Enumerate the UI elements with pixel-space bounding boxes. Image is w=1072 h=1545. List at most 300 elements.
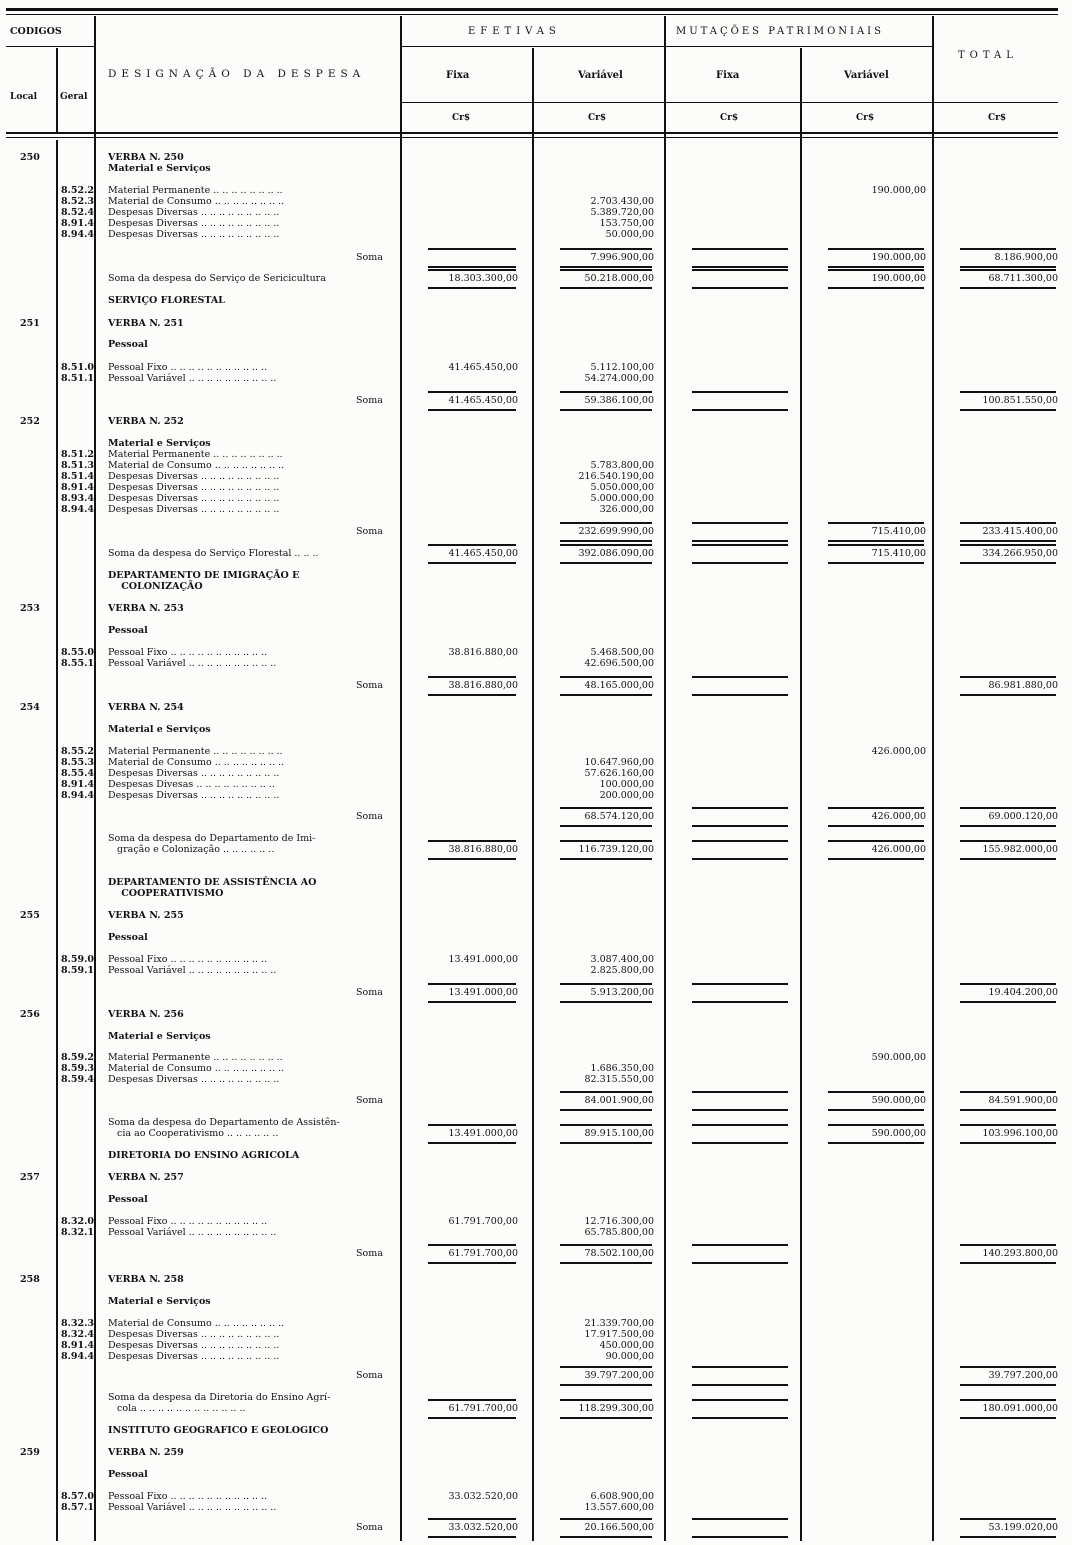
sum-rule bbox=[828, 562, 924, 564]
efetivas-fixa-header: Fixa bbox=[446, 70, 470, 81]
item-label: Despesas Diversas .. .. .. .. .. .. .. .. .. bbox=[108, 493, 280, 504]
item-label: Despesas Diversas .. .. .. .. .. .. .. .. .. bbox=[108, 1074, 280, 1085]
sum-rule bbox=[828, 807, 924, 809]
sum-rule bbox=[560, 391, 652, 393]
verba-local-code: 256 bbox=[20, 1009, 40, 1020]
item-label: Despesas Diversas .. .. .. .. .. .. .. .. .. bbox=[108, 504, 280, 515]
sum-rule bbox=[960, 1262, 1056, 1264]
sum-rule bbox=[560, 983, 652, 985]
amount-efv: 118.299.300,00 bbox=[578, 1403, 654, 1414]
currency-efx: Cr$ bbox=[452, 113, 471, 123]
amount-efv: 90.000,00 bbox=[605, 1351, 654, 1362]
sum-rule bbox=[828, 858, 924, 860]
soma-label: Soma bbox=[356, 252, 383, 263]
amount-efx: 41.465.450,00 bbox=[448, 362, 518, 373]
sum-rule bbox=[692, 1417, 788, 1419]
item-label: Despesas Diversas .. .. .. .. .. .. .. .. .. bbox=[108, 229, 280, 240]
section-heading: Pessoal bbox=[108, 1469, 148, 1480]
sum-rule bbox=[692, 840, 788, 842]
verba-local-code: 253 bbox=[20, 603, 40, 614]
amount-tot: 68.711.300,00 bbox=[988, 273, 1058, 284]
section-heading: Pessoal bbox=[108, 625, 148, 636]
sum-rule bbox=[560, 1518, 652, 1520]
sum-rule bbox=[960, 540, 1056, 542]
amount-mvr: 426.000,00 bbox=[871, 746, 926, 757]
amount-efx: 61.791.700,00 bbox=[448, 1216, 518, 1227]
soma-label: Soma bbox=[356, 811, 383, 822]
amount-tot: 69.000.120,00 bbox=[988, 811, 1058, 822]
sum-rule bbox=[428, 1142, 516, 1144]
amount-mvr: 590.000,00 bbox=[871, 1095, 926, 1106]
amount-efx: 41.465.450,00 bbox=[448, 395, 518, 406]
amount-tot: 19.404.200,00 bbox=[988, 987, 1058, 998]
amount-efv: 48.165.000,00 bbox=[584, 680, 654, 691]
sum-rule bbox=[560, 1124, 652, 1126]
sum-rule bbox=[692, 391, 788, 393]
item-label: Despesas Divesas .. .. .. .. .. .. .. .. .. bbox=[108, 779, 275, 790]
sum-rule bbox=[428, 694, 516, 696]
section-heading: Pessoal bbox=[108, 1194, 148, 1205]
amount-efx: 38.816.880,00 bbox=[448, 680, 518, 691]
sum-rule bbox=[828, 1142, 924, 1144]
item-code: 8.55.0 bbox=[60, 647, 94, 658]
item-code: 8.55.1 bbox=[60, 658, 94, 669]
sum-rule bbox=[960, 858, 1056, 860]
item-label: Pessoal Fixo .. .. .. .. .. .. .. .. .. .. .. bbox=[108, 954, 268, 965]
item-code: 8.59.3 bbox=[60, 1063, 94, 1074]
amount-efv: 78.502.100,00 bbox=[584, 1248, 654, 1259]
sum-rule bbox=[692, 983, 788, 985]
sum-rule bbox=[828, 544, 924, 546]
sum-rule bbox=[692, 522, 788, 524]
sum-rule bbox=[960, 1366, 1056, 1368]
amount-efv: 89.915.100,00 bbox=[584, 1128, 654, 1139]
sum-rule bbox=[960, 544, 1056, 546]
item-label: Despesas Diversas .. .. .. .. .. .. .. .. .. bbox=[108, 218, 280, 229]
amount-efv: 200.000,00 bbox=[599, 790, 654, 801]
sum-rule bbox=[828, 287, 924, 289]
sum-rule bbox=[960, 1518, 1056, 1520]
sum-rule bbox=[560, 1109, 652, 1111]
amount-tot: 140.293.800,00 bbox=[982, 1248, 1058, 1259]
section-heading: COLONIZAÇÃO bbox=[108, 581, 203, 592]
sum-rule bbox=[692, 1399, 788, 1401]
sum-rule bbox=[960, 266, 1056, 268]
section-heading: VERBA N. 252 bbox=[108, 416, 184, 427]
amount-mvr: 715.410,00 bbox=[871, 548, 926, 559]
amount-efv: 3.087.400,00 bbox=[590, 954, 654, 965]
amount-efv: 65.785.800,00 bbox=[584, 1227, 654, 1238]
amount-efv: 100.000,00 bbox=[599, 779, 654, 790]
amount-tot: 233.415.400,00 bbox=[982, 526, 1058, 537]
row-label: Soma da despesa do Serviço Florestal .. .. .. bbox=[108, 548, 319, 559]
item-code: 8.32.3 bbox=[60, 1318, 94, 1329]
sum-rule bbox=[428, 269, 516, 271]
amount-efv: 1.686.350,00 bbox=[590, 1063, 654, 1074]
item-label: Despesas Diversas .. .. .. .. .. .. .. .. .. bbox=[108, 1351, 280, 1362]
sum-rule bbox=[428, 562, 516, 564]
sum-rule bbox=[960, 269, 1056, 271]
item-code: 8.55.3 bbox=[60, 757, 94, 768]
codigos-header: CODIGOS bbox=[10, 26, 62, 37]
sum-rule bbox=[560, 1091, 652, 1093]
verba-local-code: 258 bbox=[20, 1274, 40, 1285]
sum-rule bbox=[560, 248, 652, 250]
sum-rule bbox=[692, 562, 788, 564]
amount-efv: 10.647.960,00 bbox=[584, 757, 654, 768]
item-label: Material Permanente .. .. .. .. .. .. .. .. bbox=[108, 1052, 283, 1063]
amount-tot: 155.982.000,00 bbox=[982, 844, 1058, 855]
sum-rule bbox=[960, 1244, 1056, 1246]
sum-rule bbox=[692, 825, 788, 827]
item-code: 8.51.2 bbox=[60, 449, 94, 460]
soma-label: Soma bbox=[356, 395, 383, 406]
item-code: 8.94.4 bbox=[60, 504, 94, 515]
amount-efx: 13.491.000,00 bbox=[448, 954, 518, 965]
section-heading: Material e Serviços bbox=[108, 438, 211, 449]
efetivas-header: EFETIVAS bbox=[468, 26, 561, 37]
amount-mvr: 190.000,00 bbox=[871, 252, 926, 263]
sum-rule bbox=[560, 1001, 652, 1003]
geral-header: Geral bbox=[60, 92, 88, 102]
item-label: Material de Consumo .. .. .. .. .. .. .. .. bbox=[108, 196, 285, 207]
amount-efv: 5.913.200,00 bbox=[590, 987, 654, 998]
group-rule bbox=[400, 46, 932, 47]
item-label: Despesas Diversas .. .. .. .. .. .. .. .. .. bbox=[108, 471, 280, 482]
item-label: Pessoal Fixo .. .. .. .. .. .. .. .. .. .. .. bbox=[108, 362, 268, 373]
sum-rule bbox=[692, 807, 788, 809]
section-heading: Material e Serviços bbox=[108, 724, 211, 735]
amount-mvr: 190.000,00 bbox=[871, 273, 926, 284]
sum-rule bbox=[428, 1124, 516, 1126]
row-label: gração e Colonização .. .. .. .. .. .. bbox=[108, 844, 275, 855]
item-code: 8.32.4 bbox=[60, 1329, 94, 1340]
amount-tot: 334.266.950,00 bbox=[982, 548, 1058, 559]
sum-rule bbox=[560, 694, 652, 696]
amount-efv: 232.699.990,00 bbox=[578, 526, 654, 537]
sum-rule bbox=[692, 1091, 788, 1093]
amount-tot: 100.851.550,00 bbox=[982, 395, 1058, 406]
sum-rule bbox=[560, 1384, 652, 1386]
mutacoes-variavel-header: Variável bbox=[844, 70, 889, 81]
sum-rule bbox=[692, 269, 788, 271]
amount-efx: 61.791.700,00 bbox=[448, 1403, 518, 1414]
sum-rule bbox=[428, 409, 516, 411]
soma-label: Soma bbox=[356, 1095, 383, 1106]
sum-rule bbox=[692, 540, 788, 542]
section-heading: VERBA N. 256 bbox=[108, 1009, 184, 1020]
currency-rule bbox=[400, 102, 1058, 103]
amount-efv: 20.166.500,00 bbox=[584, 1522, 654, 1533]
item-label: Material de Consumo .. .. .. .. .. .. .. .. bbox=[108, 1318, 285, 1329]
top-rule bbox=[6, 8, 1058, 11]
item-label: Despesas Diversas .. .. .. .. .. .. .. .. .. bbox=[108, 768, 280, 779]
sum-rule bbox=[960, 807, 1056, 809]
sum-rule bbox=[428, 1536, 516, 1538]
sum-rule bbox=[560, 266, 652, 268]
amount-mvr: 426.000,00 bbox=[871, 811, 926, 822]
amount-mvr: 426.000,00 bbox=[871, 844, 926, 855]
item-label: Despesas Diversas .. .. .. .. .. .. .. .. .. bbox=[108, 1329, 280, 1340]
amount-efv: 68.574.120,00 bbox=[584, 811, 654, 822]
amount-efv: 326.000,00 bbox=[599, 504, 654, 515]
efetivas-variavel-header: Variável bbox=[578, 70, 623, 81]
verba-local-code: 251 bbox=[20, 318, 40, 329]
amount-efx: 13.491.000,00 bbox=[448, 987, 518, 998]
sum-rule bbox=[428, 287, 516, 289]
row-label: cola .. .. .. .. .. .. .. .. .. .. .. .. bbox=[108, 1403, 246, 1414]
row-label: Soma da despesa do Departamento de Assistên- bbox=[108, 1117, 340, 1128]
soma-label: Soma bbox=[356, 1370, 383, 1381]
sum-rule bbox=[428, 1001, 516, 1003]
section-heading: Pessoal bbox=[108, 932, 148, 943]
item-code: 8.91.4 bbox=[60, 779, 94, 790]
section-heading: VERBA N. 255 bbox=[108, 910, 184, 921]
amount-efv: 12.716.300,00 bbox=[584, 1216, 654, 1227]
verba-local-code: 259 bbox=[20, 1447, 40, 1458]
soma-label: Soma bbox=[356, 1248, 383, 1259]
item-code: 8.52.3 bbox=[60, 196, 94, 207]
amount-efv: 153.750,00 bbox=[599, 218, 654, 229]
sum-rule bbox=[828, 269, 924, 271]
sum-rule bbox=[428, 1518, 516, 1520]
section-heading: Material e Serviços bbox=[108, 1296, 211, 1307]
sum-rule bbox=[560, 1244, 652, 1246]
top-rule-thin bbox=[6, 14, 1058, 15]
sum-rule bbox=[428, 840, 516, 842]
designacao-header: DESIGNAÇÃO DA DESPESA bbox=[108, 68, 366, 80]
item-code: 8.94.4 bbox=[60, 1351, 94, 1362]
item-code: 8.91.4 bbox=[60, 482, 94, 493]
amount-efv: 5.112.100,00 bbox=[590, 362, 654, 373]
amount-tot: 180.091.000,00 bbox=[982, 1403, 1058, 1414]
amount-mvr: 715.410,00 bbox=[871, 526, 926, 537]
soma-label: Soma bbox=[356, 1522, 383, 1533]
verba-local-code: 255 bbox=[20, 910, 40, 921]
amount-efx: 33.032.520,00 bbox=[448, 1491, 518, 1502]
item-label: Material Permanente .. .. .. .. .. .. .. .. bbox=[108, 449, 283, 460]
sum-rule bbox=[692, 409, 788, 411]
amount-efv: 5.000.000,00 bbox=[590, 493, 654, 504]
item-label: Pessoal Variável .. .. .. .. .. .. .. .. .. .. bbox=[108, 1502, 277, 1513]
currency-efv: Cr$ bbox=[588, 113, 607, 123]
sum-rule bbox=[960, 248, 1056, 250]
section-heading: VERBA N. 253 bbox=[108, 603, 184, 614]
sum-rule bbox=[428, 1244, 516, 1246]
section-heading: VERBA N. 250 bbox=[108, 152, 184, 163]
sum-rule bbox=[828, 1109, 924, 1111]
sum-rule bbox=[560, 807, 652, 809]
section-heading: VERBA N. 257 bbox=[108, 1172, 184, 1183]
item-code: 8.55.4 bbox=[60, 768, 94, 779]
item-label: Material Permanente .. .. .. .. .. .. .. .. bbox=[108, 746, 283, 757]
amount-efv: 2.703.430,00 bbox=[590, 196, 654, 207]
amount-efv: 54.274.000,00 bbox=[584, 373, 654, 384]
amount-efv: 7.996.900,00 bbox=[590, 252, 654, 263]
verba-local-code: 257 bbox=[20, 1172, 40, 1183]
section-heading: DIRETORIA DO ENSINO AGRICOLA bbox=[108, 1150, 300, 1161]
sum-rule bbox=[560, 1399, 652, 1401]
sum-rule bbox=[960, 391, 1056, 393]
amount-tot: 53.199.020,00 bbox=[988, 1522, 1058, 1533]
amount-efv: 50.218.000,00 bbox=[584, 273, 654, 284]
col-line-local bbox=[56, 48, 58, 132]
sum-rule bbox=[560, 1262, 652, 1264]
sum-rule bbox=[692, 1142, 788, 1144]
item-label: Despesas Diversas .. .. .. .. .. .. .. .. .. bbox=[108, 1340, 280, 1351]
sum-rule bbox=[960, 1142, 1056, 1144]
sum-rule bbox=[560, 562, 652, 564]
soma-label: Soma bbox=[356, 526, 383, 537]
section-heading: VERBA N. 259 bbox=[108, 1447, 184, 1458]
amount-efv: 84.001.900,00 bbox=[584, 1095, 654, 1106]
item-code: 8.52.2 bbox=[60, 185, 94, 196]
sum-rule bbox=[828, 840, 924, 842]
amount-efv: 13.557.600,00 bbox=[584, 1502, 654, 1513]
item-code: 8.93.4 bbox=[60, 493, 94, 504]
col-line-efv bbox=[664, 16, 666, 1541]
codigos-rule bbox=[6, 46, 94, 47]
sum-rule bbox=[692, 1366, 788, 1368]
amount-efv: 6.608.900,00 bbox=[590, 1491, 654, 1502]
local-header: Local bbox=[10, 92, 38, 102]
section-heading: DEPARTAMENTO DE IMIGRAÇÃO E bbox=[108, 570, 300, 581]
sum-rule bbox=[560, 544, 652, 546]
section-heading: DEPARTAMENTO DE ASSISTÊNCIA AO bbox=[108, 877, 317, 888]
amount-efx: 41.465.450,00 bbox=[448, 548, 518, 559]
sum-rule bbox=[960, 287, 1056, 289]
section-heading: COOPERATIVISMO bbox=[108, 888, 224, 899]
sum-rule bbox=[428, 1417, 516, 1419]
item-label: Material de Consumo .. .. .. .. .. .. .. .. bbox=[108, 1063, 285, 1074]
item-label: Despesas Diversas .. .. .. .. .. .. .. .. .. bbox=[108, 482, 280, 493]
sum-rule bbox=[428, 266, 516, 268]
section-heading: VERBA N. 254 bbox=[108, 702, 184, 713]
sum-rule bbox=[960, 1399, 1056, 1401]
sum-rule bbox=[692, 1262, 788, 1264]
sum-rule bbox=[692, 287, 788, 289]
sum-rule bbox=[692, 544, 788, 546]
currency-mfx: Cr$ bbox=[720, 113, 739, 123]
amount-efv: 2.825.800,00 bbox=[590, 965, 654, 976]
amount-efv: 5.783.800,00 bbox=[590, 460, 654, 471]
sum-rule bbox=[692, 1001, 788, 1003]
item-code: 8.59.1 bbox=[60, 965, 94, 976]
section-heading: VERBA N. 258 bbox=[108, 1274, 184, 1285]
amount-efv: 21.339.700,00 bbox=[584, 1318, 654, 1329]
sum-rule bbox=[692, 858, 788, 860]
currency-total: Cr$ bbox=[988, 113, 1007, 123]
item-label: Material de Consumo .. .. .. .. .. .. .. .. bbox=[108, 460, 285, 471]
item-code: 8.57.1 bbox=[60, 1502, 94, 1513]
sum-rule bbox=[960, 522, 1056, 524]
amount-efv: 59.386.100,00 bbox=[584, 395, 654, 406]
amount-efv: 116.739.120,00 bbox=[578, 844, 654, 855]
item-label: Pessoal Fixo .. .. .. .. .. .. .. .. .. .. .. bbox=[108, 1491, 268, 1502]
amount-efv: 5.468.500,00 bbox=[590, 647, 654, 658]
sum-rule bbox=[960, 1536, 1056, 1538]
amount-tot: 86.981.880,00 bbox=[988, 680, 1058, 691]
amount-efv: 450.000,00 bbox=[599, 1340, 654, 1351]
item-code: 8.91.4 bbox=[60, 218, 94, 229]
amount-efv: 17.917.500,00 bbox=[584, 1329, 654, 1340]
amount-efv: 5.389.720,00 bbox=[590, 207, 654, 218]
amount-efx: 13.491.000,00 bbox=[448, 1128, 518, 1139]
amount-efx: 38.816.880,00 bbox=[448, 647, 518, 658]
verba-local-code: 254 bbox=[20, 702, 40, 713]
amount-mvr: 190.000,00 bbox=[871, 185, 926, 196]
sum-rule bbox=[428, 391, 516, 393]
sum-rule bbox=[828, 266, 924, 268]
sum-rule bbox=[692, 248, 788, 250]
col-line-geral bbox=[94, 16, 96, 1541]
sum-rule bbox=[828, 825, 924, 827]
soma-label: Soma bbox=[356, 987, 383, 998]
sum-rule bbox=[828, 540, 924, 542]
item-label: Material Permanente .. .. .. .. .. .. .. .. bbox=[108, 185, 283, 196]
sum-rule bbox=[960, 1091, 1056, 1093]
item-code: 8.59.4 bbox=[60, 1074, 94, 1085]
sum-rule bbox=[828, 248, 924, 250]
sum-rule bbox=[828, 522, 924, 524]
amount-mvr: 590.000,00 bbox=[871, 1052, 926, 1063]
col-line-efx bbox=[532, 48, 534, 1541]
section-heading: SERVIÇO FLORESTAL bbox=[108, 295, 225, 306]
mutacoes-fixa-header: Fixa bbox=[716, 70, 740, 81]
sum-rule bbox=[960, 409, 1056, 411]
col-line-mfx bbox=[800, 48, 802, 1541]
sum-rule bbox=[692, 694, 788, 696]
sum-rule bbox=[960, 1124, 1056, 1126]
verba-local-code: 252 bbox=[20, 416, 40, 427]
item-code: 8.51.1 bbox=[60, 373, 94, 384]
sum-rule bbox=[960, 562, 1056, 564]
item-label: Pessoal Variável .. .. .. .. .. .. .. .. .. .. bbox=[108, 658, 277, 669]
item-code: 8.51.3 bbox=[60, 460, 94, 471]
row-label: Soma da despesa da Diretoria do Ensino Agrí- bbox=[108, 1392, 331, 1403]
item-code: 8.59.2 bbox=[60, 1052, 94, 1063]
amount-efx: 61.791.700,00 bbox=[448, 1248, 518, 1259]
sum-rule bbox=[560, 858, 652, 860]
amount-tot: 39.797.200,00 bbox=[988, 1370, 1058, 1381]
sum-rule bbox=[428, 1262, 516, 1264]
sum-rule bbox=[692, 266, 788, 268]
amount-mvr: 590.000,00 bbox=[871, 1128, 926, 1139]
item-label: Material de Consumo .. .. .. .. .. .. .. .. bbox=[108, 757, 285, 768]
sum-rule bbox=[960, 1384, 1056, 1386]
sum-rule bbox=[428, 858, 516, 860]
sum-rule bbox=[960, 840, 1056, 842]
amount-efv: 82.315.550,00 bbox=[584, 1074, 654, 1085]
row-label: Soma da despesa do Serviço de Sericicultura bbox=[108, 273, 326, 284]
item-code: 8.51.0 bbox=[60, 362, 94, 373]
section-heading: Material e Serviços bbox=[108, 163, 211, 174]
sum-rule bbox=[560, 540, 652, 542]
amount-efv: 57.626.160,00 bbox=[584, 768, 654, 779]
amount-efv: 39.797.200,00 bbox=[584, 1370, 654, 1381]
section-heading: Pessoal bbox=[108, 339, 148, 350]
amount-efv: 50.000,00 bbox=[605, 229, 654, 240]
sum-rule bbox=[428, 983, 516, 985]
sum-rule bbox=[960, 1109, 1056, 1111]
item-code: 8.32.1 bbox=[60, 1227, 94, 1238]
sum-rule bbox=[428, 544, 516, 546]
sum-rule bbox=[560, 409, 652, 411]
amount-efv: 5.050.000,00 bbox=[590, 482, 654, 493]
sum-rule bbox=[560, 1536, 652, 1538]
section-heading: INSTITUTO GEOGRAFICO E GEOLOGICO bbox=[108, 1425, 329, 1436]
sum-rule bbox=[960, 825, 1056, 827]
